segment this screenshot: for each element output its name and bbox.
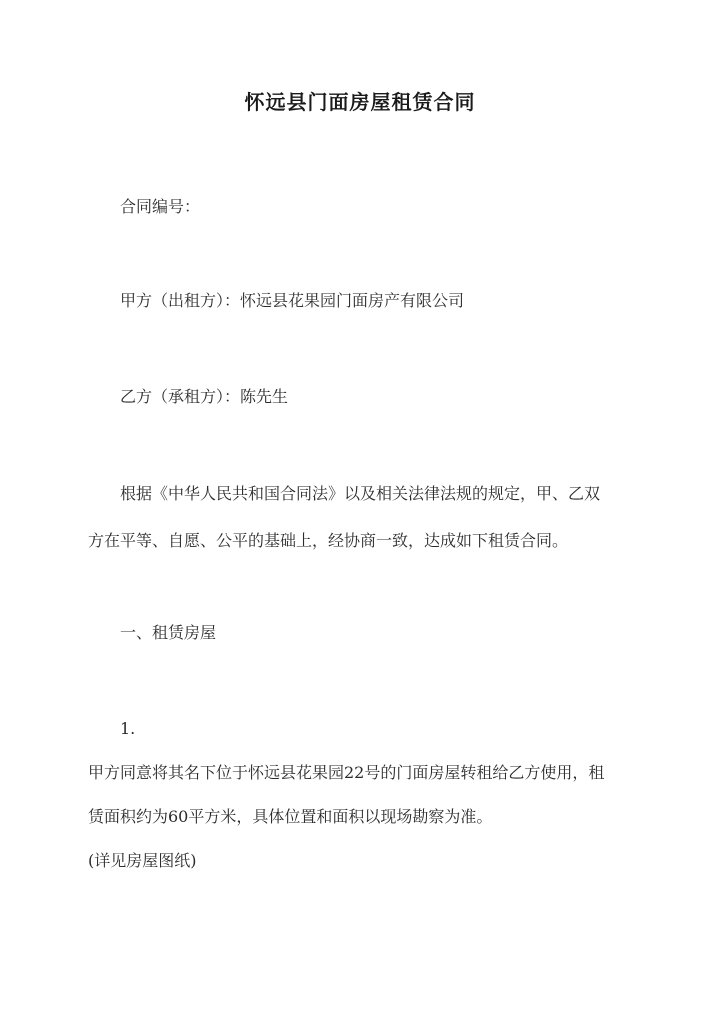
party-b-line: 乙方（承租方）：陈先生 [120,387,289,406]
party-a-line: 甲方（出租方）：怀远县花果园门面房产有限公司 [120,291,465,310]
contract-number-label: 合同编号： [120,197,201,216]
document-title: 怀远县门面房屋租赁合同 [244,90,476,114]
clause-1-note: (详见房屋图纸) [88,851,197,870]
clause-1-line-1: 甲方同意将其名下位于怀远县花果园22号的门面房屋转租给乙方使用，租 [88,763,605,782]
clause-number: 1. [120,719,136,738]
preamble-line-1: 根据《中华人民共和国合同法》以及相关法律法规的规定，甲、乙双 [120,484,601,503]
clause-1-line-2: 赁面积约为60平方米，具体位置和面积以现场勘察为准。 [88,807,493,826]
section-heading-lease-property: 一、租赁房屋 [120,623,217,642]
preamble-line-2: 方在平等、自愿、公平的基础上，经协商一致，达成如下租赁合同。 [88,531,569,550]
